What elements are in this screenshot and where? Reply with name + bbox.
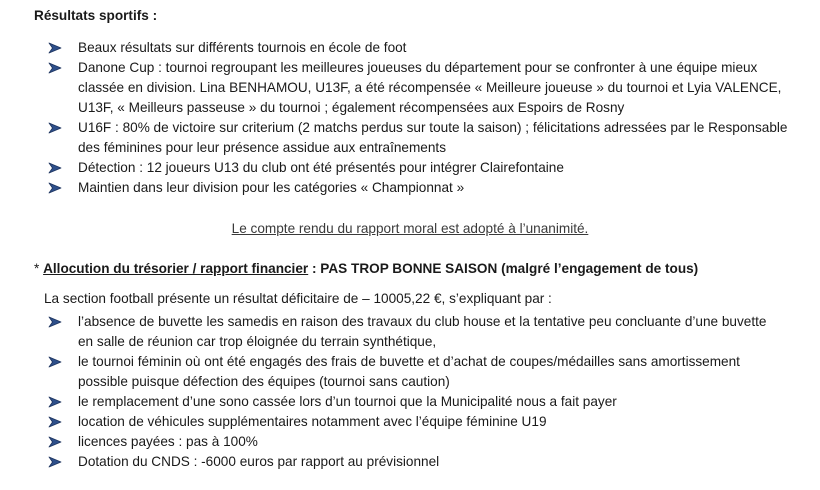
list-item-line: le remplacement d’une sono cassée lors d’un tournoi que la Municipalité nous a fait payer [78,394,617,409]
list-item-line: en salle de réunion car trop éloignée du terrain synthétique, [78,334,437,349]
arrow-bullet-icon [48,162,62,174]
arrow-bullet-icon [48,182,62,194]
financial-report-separator: : [308,261,321,276]
list-item-line: location de véhicules supplémentaires notamment avec l’équipe féminine U19 [78,414,547,429]
moral-report-conclusion: Le compte rendu du rapport moral est adopté à l’unanimité. [231,221,589,236]
list-item-line: classée en division. Lina BENHAMOU, U13F, a été récompensée « Meilleure joueuse » du tournoi et Lyia VALENCE, [78,80,782,95]
list-item-line: possible puisque défection des équipes (tournoi sans caution) [78,374,450,389]
list-item-line: l’absence de buvette les samedis en raison des travaux du club house et la tentative peu concluante d’une buvette [78,314,767,329]
section-heading-sports-results: Résultats sportifs : [34,8,158,23]
arrow-bullet-icon [48,62,62,74]
financial-report-verdict: PAS TROP BONNE SAISON (malgré l’engagement de tous) [320,261,699,276]
section-heading-financial-report [34,259,698,279]
arrow-bullet-icon [48,122,62,134]
list-item-line: Danone Cup : tournoi regroupant les meilleures joueuses du département pour se confronter à une équipe mieux [78,60,758,75]
list-item-line: Maintien dans leur division pour les catégories « Championnat » [78,180,465,195]
sports-result-item [48,38,808,58]
sports-result-item [48,158,808,178]
sports-result-item [48,178,808,198]
deficit-reason-item [48,352,808,392]
deficit-reason-item [48,412,808,432]
list-item-line: le tournoi féminin où ont été engagés des frais de buvette et d’achat de coupes/médailles sans amortissement [78,354,740,369]
arrow-bullet-icon [48,416,62,428]
list-item-line: U16F : 80% de victoire sur criterium (2 matchs perdus sur toute la saison) ; félicitations adressées par le Responsable [78,120,788,135]
sports-results-list [48,38,808,198]
deficit-reason-item [48,452,808,472]
deficit-reasons-list [48,312,808,472]
list-item-line: Beaux résultats sur différents tournois en école de foot [78,40,407,55]
list-item-line: Dotation du CNDS : -6000 euros par rapport au prévisionnel [78,454,440,469]
asterisk-marker: * [34,261,44,276]
deficit-reason-item [48,312,808,352]
arrow-bullet-icon [48,356,62,368]
arrow-bullet-icon [48,396,62,408]
arrow-bullet-icon [48,42,62,54]
arrow-bullet-icon [48,436,62,448]
list-item-line: licences payées : pas à 100% [78,434,258,449]
list-item-line: U13F, « Meilleurs passeuse » du tournoi ; également récompensées aux Espoirs de Rosny [78,100,625,115]
sports-result-item [48,58,808,118]
deficit-intro-text: La section football présente un résultat déficitaire de – 10005,22 €, s’expliquant par : [44,291,552,306]
list-item-line: Détection : 12 joueurs U13 du club ont été présentés pour intégrer Clairefontaine [78,160,564,175]
deficit-reason-item [48,392,808,412]
list-item-line: des féminines pour leur présence assidue aux entraînements [78,140,447,155]
sports-result-item [48,118,808,158]
arrow-bullet-icon [48,316,62,328]
financial-report-title: Allocution du trésorier / rapport financier [43,261,309,276]
deficit-reason-item [48,432,808,452]
arrow-bullet-icon [48,456,62,468]
